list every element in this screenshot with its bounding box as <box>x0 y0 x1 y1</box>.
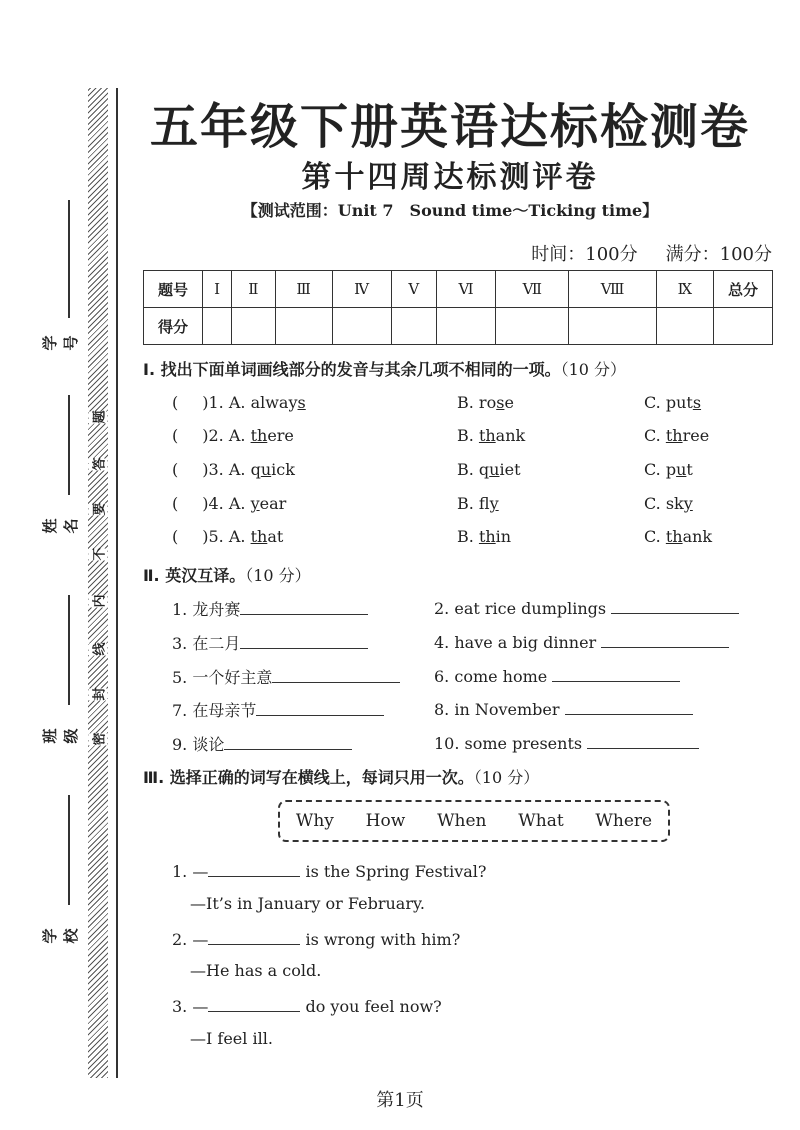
section2-points: （10 分） <box>245 566 311 585</box>
option-b-pre: B. <box>457 527 479 546</box>
score-cell[interactable] <box>203 308 232 345</box>
option-b-pre: B. <box>457 426 479 445</box>
score-cell[interactable] <box>656 308 713 345</box>
option-b-post: e <box>504 393 514 412</box>
option-b-post: ank <box>495 426 526 445</box>
item-num: )4. A. <box>202 494 251 513</box>
translation-item <box>172 698 384 721</box>
paren: ( <box>172 426 179 445</box>
cut-char: 要 <box>89 504 108 516</box>
score-cell[interactable] <box>714 308 773 345</box>
section1-item <box>172 460 295 479</box>
section1-heading <box>143 357 626 380</box>
score-cell[interactable] <box>332 308 391 345</box>
option-c-pre: C. put <box>644 393 693 412</box>
option-b <box>457 527 511 546</box>
translation-item <box>434 665 680 686</box>
option-c-pre: C. <box>644 527 666 546</box>
translation-item <box>434 631 729 652</box>
translation-item <box>172 631 368 654</box>
item-num: 3. — <box>172 997 209 1016</box>
option-b-underlined: th <box>478 527 496 546</box>
score-cell[interactable] <box>232 308 275 345</box>
section1-item <box>172 393 306 412</box>
item-num: )2. A. <box>202 426 251 445</box>
exam-full-score: 满分：100分 <box>665 244 772 265</box>
translation-item <box>434 732 699 753</box>
option-c-post: ree <box>682 426 710 445</box>
translation-prompt: 2. eat rice dumplings <box>434 599 607 618</box>
cut-char: 答 <box>89 459 108 471</box>
word-bank-item: Where <box>595 811 653 831</box>
score-table-header: Ⅰ <box>203 271 232 308</box>
section3-heading-text: Ⅲ. 选择正确的词写在横线上，每词只用一次。 <box>143 768 474 787</box>
translation-prompt: 3. 在二月 <box>172 634 241 653</box>
option-c-underlined: th <box>665 527 683 546</box>
section1-item <box>172 494 286 513</box>
cut-char: 线 <box>89 644 108 656</box>
option-c <box>644 393 701 412</box>
option-c-pre: C. p <box>644 460 677 479</box>
option-a-post: ear <box>259 494 287 513</box>
cut-char: 不 <box>89 549 108 561</box>
translation-prompt: 7. 在母亲节 <box>172 701 257 720</box>
dialogue-answer: —It’s in January or February. <box>190 894 425 913</box>
section1-item <box>172 527 283 546</box>
test-scope: 【测试范围：Unit 7 Sound time～Ticking time】 <box>241 201 659 220</box>
option-c-underlined: s <box>692 393 702 412</box>
option-a-post: ick <box>271 460 295 479</box>
word-bank-item: What <box>518 811 564 831</box>
translation-prompt: 10. some presents <box>434 734 583 753</box>
binding-hatch <box>88 88 108 1078</box>
option-a-underlined: y <box>250 494 260 513</box>
answer-blank[interactable] <box>208 995 300 1012</box>
score-table-header: Ⅵ <box>436 271 495 308</box>
translation-item <box>434 597 739 618</box>
option-c-post: t <box>686 460 693 479</box>
option-c-post: ank <box>682 527 713 546</box>
option-b-underlined: s <box>496 393 505 412</box>
option-c-pre: C. sk <box>644 494 684 513</box>
answer-blank[interactable] <box>601 631 729 648</box>
section3-points: （10 分） <box>473 768 540 787</box>
option-b-pre: B. ro <box>457 393 497 412</box>
score-table <box>143 270 773 345</box>
score-table-header: Ⅳ <box>332 271 391 308</box>
option-b-post: in <box>495 527 512 546</box>
dialogue-question <box>172 860 486 881</box>
option-c <box>644 527 712 546</box>
paren: ( <box>172 494 179 513</box>
option-c-underlined: th <box>665 426 683 445</box>
option-a-post: ere <box>267 426 294 445</box>
answer-blank[interactable] <box>240 632 368 649</box>
section1-points: （10 分） <box>560 360 627 379</box>
score-table-header: Ⅶ <box>496 271 569 308</box>
score-cell[interactable] <box>496 308 569 345</box>
answer-blank[interactable] <box>565 698 693 715</box>
answer-blank[interactable] <box>208 928 300 945</box>
option-b <box>457 494 499 513</box>
option-b <box>457 426 525 445</box>
score-table-header: 总分 <box>714 271 773 308</box>
option-b <box>457 393 514 412</box>
section3-heading <box>143 765 539 788</box>
option-a-underlined: u <box>260 460 272 479</box>
score-table-header: Ⅲ <box>275 271 332 308</box>
score-row-label: 得分 <box>144 308 203 345</box>
score-table-score-row <box>144 308 773 345</box>
exam-time: 时间：100分 <box>531 244 638 265</box>
dialogue-question <box>172 995 442 1016</box>
option-b-underlined: u <box>489 460 500 479</box>
item-num: )5. A. <box>202 527 251 546</box>
option-c <box>644 494 693 513</box>
paren: ( <box>172 460 179 479</box>
answer-blank[interactable] <box>240 598 368 615</box>
option-c <box>644 460 693 479</box>
translation-prompt: 4. have a big dinner <box>434 633 597 652</box>
option-b-pre: B. fl <box>457 494 490 513</box>
option-c-pre: C. <box>644 426 666 445</box>
score-table-header: Ⅴ <box>391 271 436 308</box>
dialogue-question <box>172 928 460 949</box>
score-cell[interactable] <box>275 308 332 345</box>
word-bank-item: Why <box>295 811 334 831</box>
score-table-header-row <box>144 271 773 308</box>
class-line <box>68 595 70 705</box>
translation-item <box>172 665 400 688</box>
translation-item <box>172 732 352 755</box>
translation-item <box>434 698 693 719</box>
school-label: 学校 <box>41 928 80 944</box>
translation-prompt: 6. come home <box>434 667 548 686</box>
score-cell[interactable] <box>391 308 436 345</box>
item-num: )3. A. <box>202 460 251 479</box>
option-b-post: iet <box>499 460 521 479</box>
score-table-header: Ⅷ <box>569 271 656 308</box>
answer-blank[interactable] <box>552 665 680 682</box>
score-table-header: Ⅱ <box>232 271 275 308</box>
translation-prompt: 9. 谈论 <box>172 735 225 754</box>
cut-char: 密 <box>89 734 108 746</box>
word-bank-item: How <box>365 811 406 831</box>
option-c-underlined: u <box>676 460 687 479</box>
question-text: is the Spring Festival? <box>300 862 487 881</box>
item-num: 2. — <box>172 930 209 949</box>
option-c-underlined: y <box>683 494 693 513</box>
section1-item <box>172 426 294 445</box>
exam-meta <box>503 240 772 266</box>
page-subtitle: 第十四周达标测评卷 <box>301 160 599 195</box>
name-line <box>68 395 70 495</box>
option-a-underlined: th <box>250 527 268 546</box>
word-bank-item: When <box>437 811 487 831</box>
name-label: 姓名 <box>41 518 80 534</box>
option-b <box>457 460 521 479</box>
section2-heading-text: Ⅱ. 英汉互译。 <box>143 566 246 585</box>
word-bank <box>278 800 670 842</box>
score-table-header: Ⅸ <box>656 271 713 308</box>
translation-prompt: 5. 一个好主意 <box>172 668 273 687</box>
item-num: )1. A. <box>202 393 251 412</box>
answer-blank[interactable] <box>587 732 699 749</box>
score-cell[interactable] <box>436 308 495 345</box>
dialogue-answer: —I feel ill. <box>190 1029 273 1048</box>
binding-line <box>116 88 118 1078</box>
option-a-post: at <box>267 527 284 546</box>
cut-char: 题 <box>89 412 108 424</box>
translation-item <box>172 597 368 620</box>
question-text: is wrong with him? <box>300 930 461 949</box>
option-b-underlined: y <box>489 494 499 513</box>
translation-prompt: 1. 龙舟赛 <box>172 600 241 619</box>
page-number: 第1页 <box>376 1090 424 1111</box>
translation-prompt: 8. in November <box>434 700 560 719</box>
student-no-label: 学号 <box>41 335 80 351</box>
answer-blank[interactable] <box>224 733 352 750</box>
answer-blank[interactable] <box>208 860 300 877</box>
paren: ( <box>172 527 179 546</box>
option-a-pre: q <box>250 460 261 479</box>
answer-blank[interactable] <box>256 699 384 716</box>
student-no-line <box>68 200 70 318</box>
option-b-underlined: th <box>478 426 496 445</box>
class-label: 班级 <box>41 728 80 744</box>
item-num: 1. — <box>172 862 209 881</box>
answer-blank[interactable] <box>272 666 400 683</box>
cut-char: 内 <box>89 596 108 608</box>
question-text: do you feel now? <box>300 997 442 1016</box>
option-a-underlined: s <box>297 393 306 412</box>
cut-char: 封 <box>89 689 108 701</box>
section2-heading <box>143 563 311 586</box>
school-line <box>68 795 70 905</box>
score-table-header: 题号 <box>144 271 203 308</box>
dialogue-answer: —He has a cold. <box>190 961 322 980</box>
option-c <box>644 426 709 445</box>
option-a-underlined: th <box>250 426 268 445</box>
score-cell[interactable] <box>569 308 656 345</box>
option-b-pre: B. q <box>457 460 490 479</box>
answer-blank[interactable] <box>611 597 739 614</box>
option-a-pre: alway <box>250 393 298 412</box>
paren: ( <box>172 393 179 412</box>
section1-heading-text: Ⅰ. 找出下面单词画线部分的发音与其余几项不相同的一项。 <box>143 360 561 379</box>
page-title: 五年级下册英语达标检测卷 <box>149 99 750 155</box>
